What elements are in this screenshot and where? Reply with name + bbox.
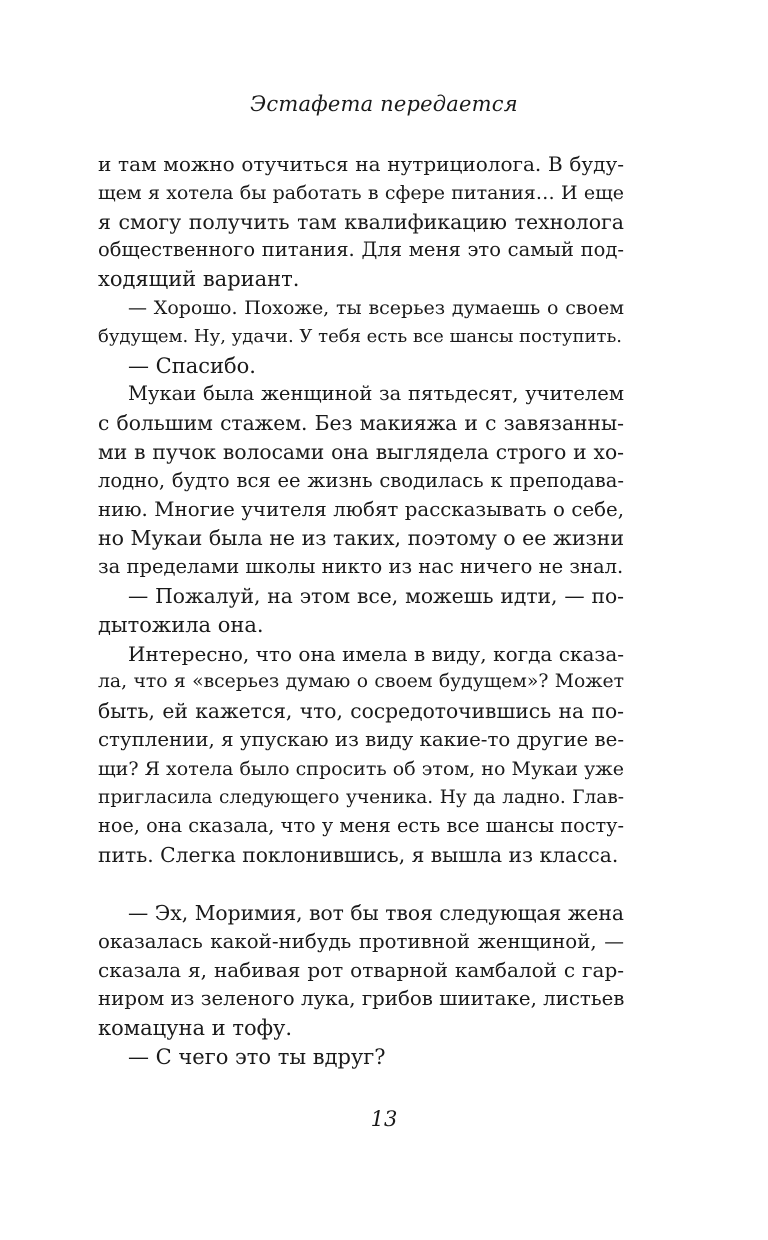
text-line: пить. Слегка поклонившись, я вышла из класса.	[98, 843, 619, 868]
text-line: но Мукаи была не из таких, поэтому о ее жизни	[98, 526, 624, 551]
text-line: с большим стажем. Без макияжа и с завязанны-	[98, 411, 624, 436]
text-line: ниром из зеленого лука, грибов шиитаке, листьев	[98, 987, 625, 1011]
text-line: и там можно отучиться на нутрициолога. В буду-	[98, 152, 624, 176]
text-line: ми в пучок волосами она выглядела строго и хо-	[98, 439, 624, 464]
page-number: 13	[370, 1107, 398, 1131]
text-line: комацуна и тофу.	[98, 1015, 293, 1040]
text-line: — Эх, Моримия, вот бы твоя следующая жена	[128, 900, 624, 925]
text-line: ла, что я «всерьез думаю о своем будущем»? Может	[98, 671, 624, 693]
text-line: быть, ей кажется, что, сосредоточившись на по-	[98, 699, 624, 724]
text-line: ное, она сказала, что у меня есть все шансы посту-	[98, 814, 624, 838]
text-line: лодно, будто вся ее жизнь сводилась к преподава-	[98, 468, 624, 492]
text-line: — С чего это ты вдруг?	[128, 1044, 386, 1069]
running-head: Эстафета передается	[250, 92, 518, 116]
text-line: — Пожалуй, на этом все, можешь идти, — по-	[128, 583, 624, 608]
body-text	[98, 150, 624, 1072]
text-line: — Хорошо. Похоже, ты всерьез думаешь о своем	[128, 296, 624, 319]
text-line: — Спасибо.	[128, 353, 256, 378]
text-line: Мукаи была женщиной за пятьдесят, учителем	[128, 382, 624, 406]
text-line: за пределами школы никто из нас ничего не знал.	[98, 555, 624, 579]
text-line: дытожила она.	[98, 612, 264, 637]
text-line: сказала я, набивая рот отварной камбалой с гар-	[98, 958, 624, 983]
text-line: пригласила следующего ученика. Ну да ладно. Глав-	[98, 786, 624, 808]
text-line: будущем. Ну, удачи. У тебя есть все шансы поступить.	[98, 325, 622, 347]
text-line: щи? Я хотела было спросить об этом, но Мукаи уже	[98, 757, 624, 780]
text-line: щем я хотела бы работать в сфере питания… И еще	[98, 181, 624, 204]
text-line: общественного питания. Для меня это самый под-	[98, 238, 624, 262]
text-line: ступлении, я упускаю из виду какие-то другие ве-	[98, 727, 624, 751]
text-line: ходящий вариант.	[98, 267, 300, 292]
text-line: оказалась какой-нибудь противной женщиной, —	[98, 929, 624, 953]
section-break	[98, 870, 624, 899]
text-line: Интересно, что она имела в виду, когда сказа-	[128, 641, 624, 666]
text-line: я смогу получить там квалификацию технолога	[98, 209, 624, 234]
text-line: нию. Многие учителя любят рассказывать о себе,	[98, 497, 624, 521]
